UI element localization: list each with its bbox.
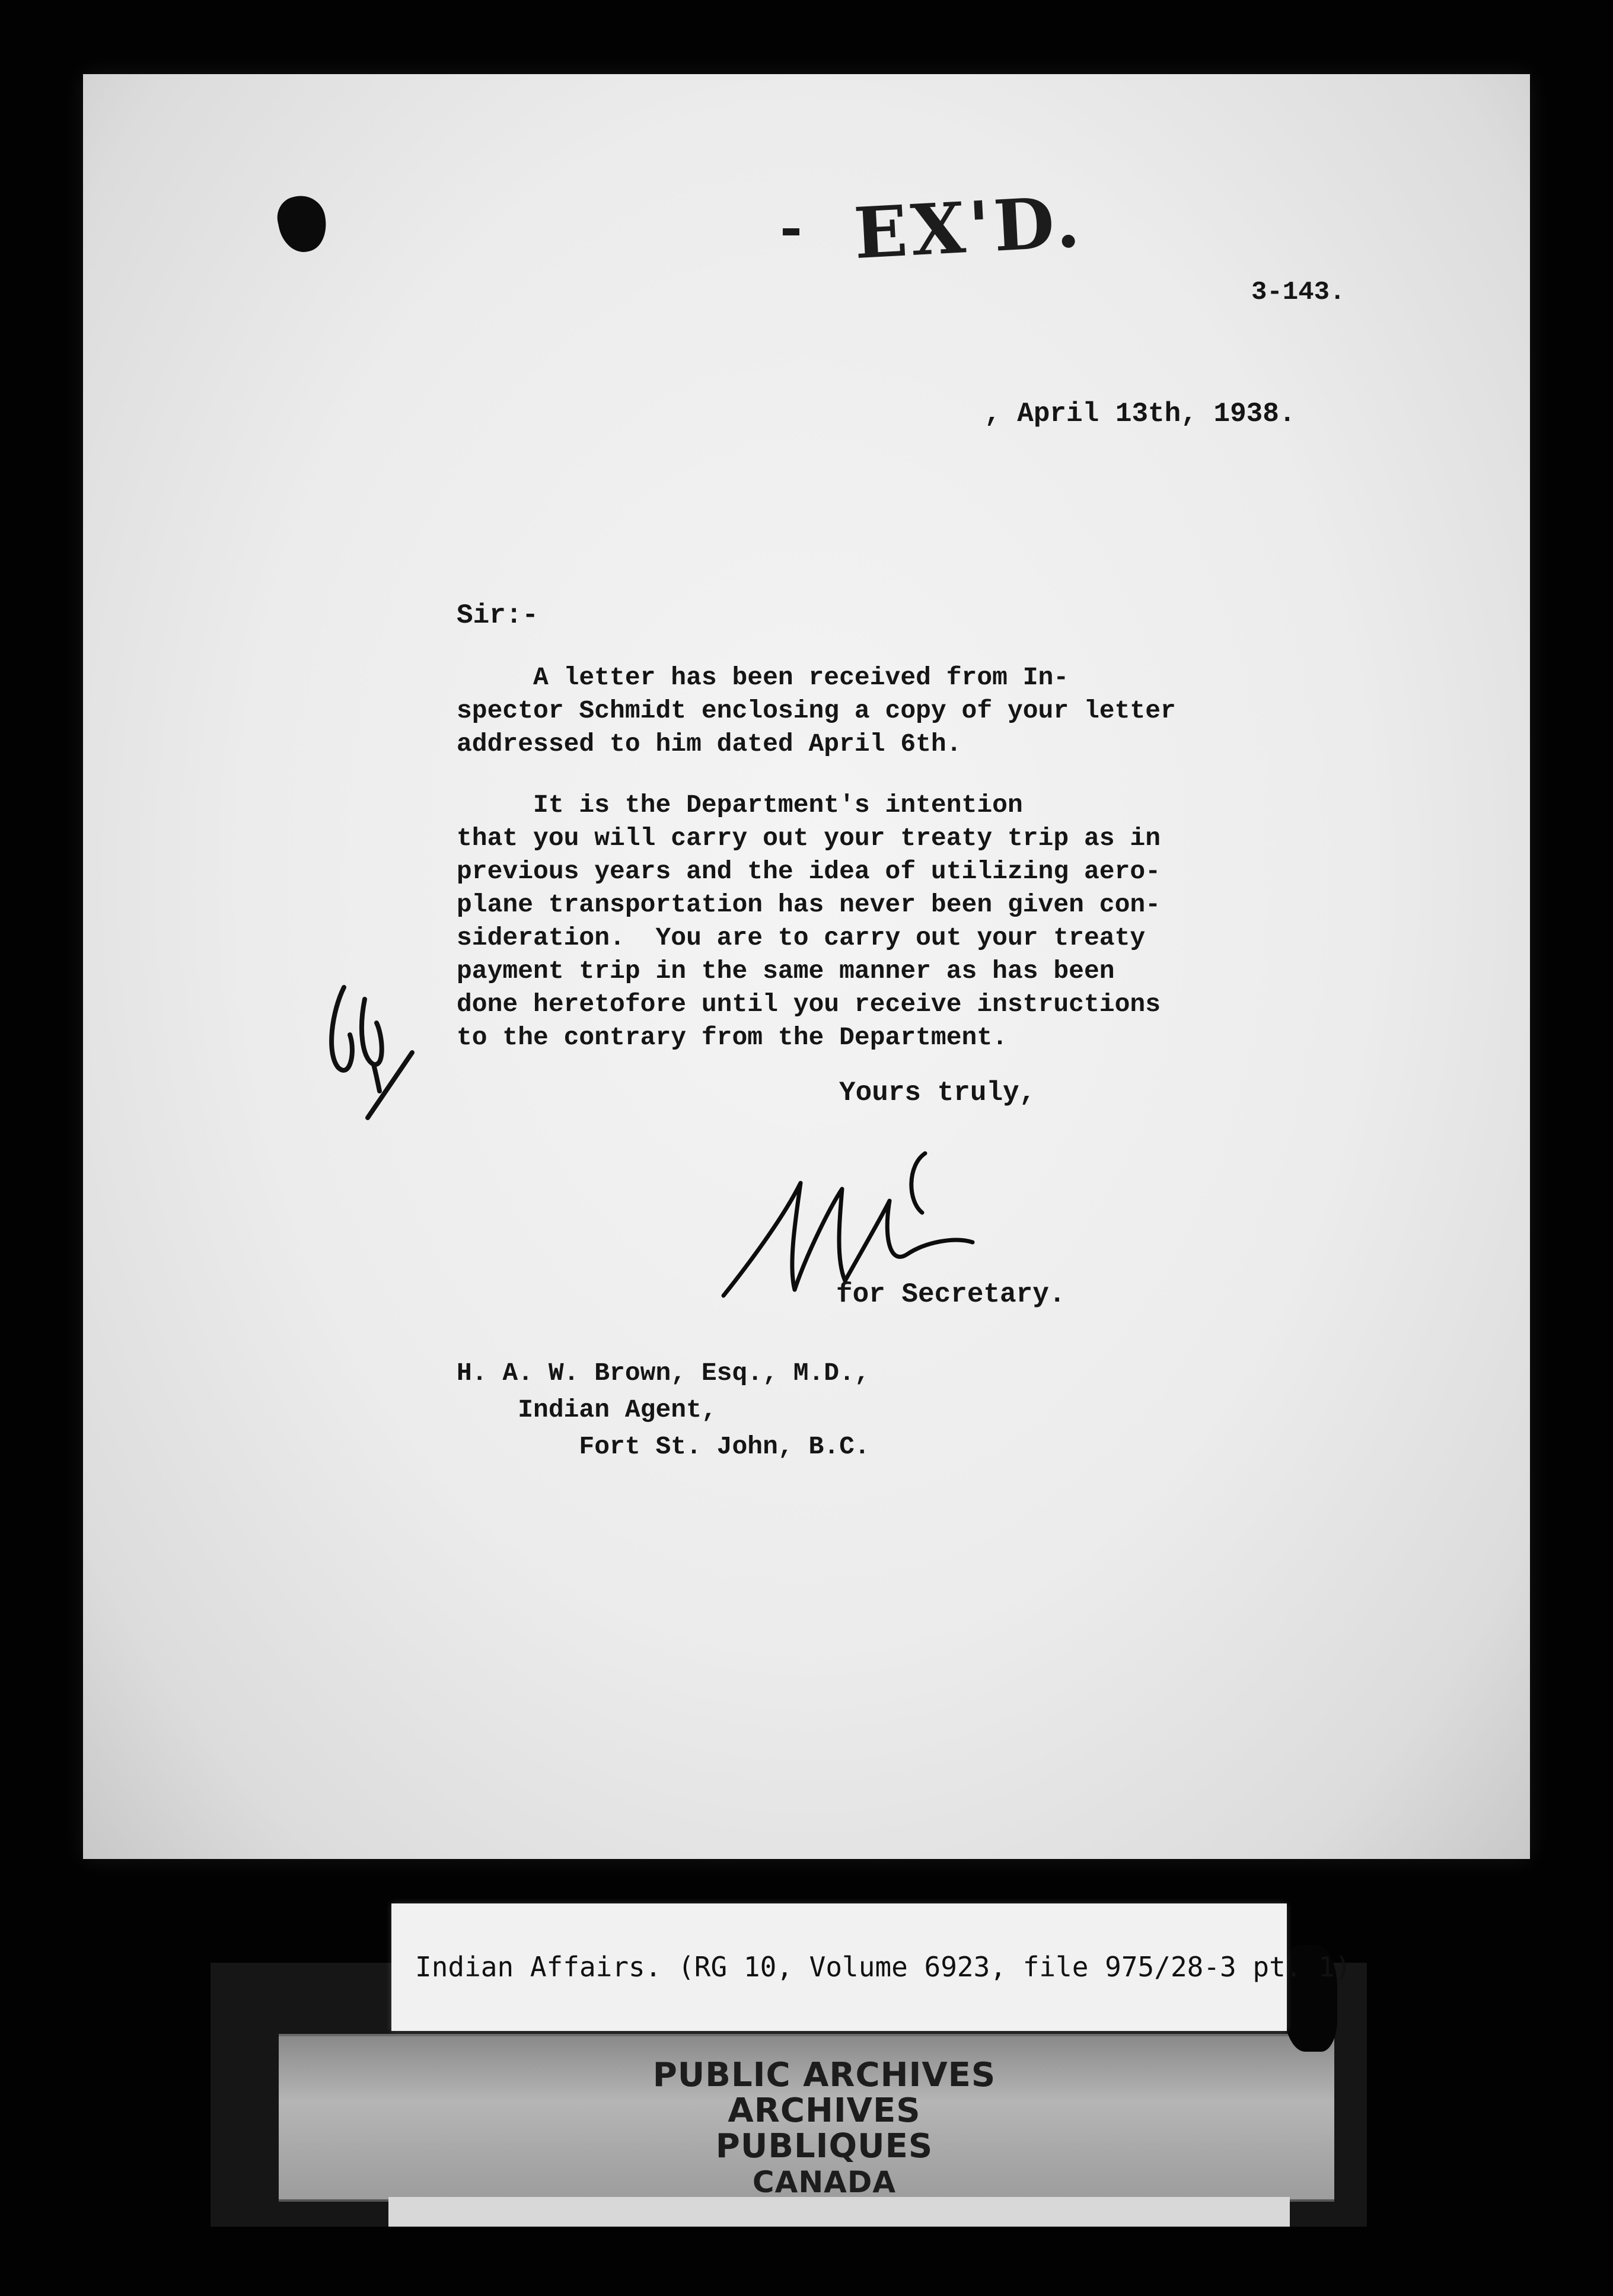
letter-date: , April 13th, 1938. [984, 398, 1296, 429]
file-number: 3-143. [1251, 278, 1346, 307]
letter-page [83, 74, 1530, 1859]
paragraph-line: sideration. You are to carry out your treaty [457, 923, 1146, 952]
signature-role: for Secretary. [836, 1279, 1066, 1310]
addressee-line: Fort St. John, B.C. [457, 1432, 870, 1461]
closing: Yours truly, [839, 1077, 1036, 1108]
handwritten-initials [308, 964, 427, 1130]
paragraph-line: previous years and the idea of utilizing aero- [457, 857, 1161, 886]
paragraph-line: A letter has been received from In- [457, 663, 1069, 692]
body-paragraph-1 [457, 661, 1287, 761]
addressee-line: Indian Agent, [457, 1395, 717, 1424]
archive-stamp-line: ARCHIVES PUBLIQUES [715, 2091, 933, 2166]
archive-stamp-line: PUBLIC ARCHIVES [652, 2056, 996, 2094]
addressee-line: H. A. W. Brown, Esq., M.D., [457, 1359, 870, 1388]
paragraph-line: payment trip in the same manner as has been [457, 956, 1115, 986]
archive-stamp [617, 2058, 1032, 2200]
paragraph-line: done heretofore until you receive instructions [457, 990, 1161, 1019]
addressee-block [457, 1355, 870, 1465]
salutation: Sir:- [457, 600, 539, 631]
paragraph-line: spector Schmidt enclosing a copy of your letter [457, 696, 1176, 725]
exd-stamp: EX'D. [852, 180, 1086, 275]
paragraph-line: It is the Department's intention [457, 790, 1023, 819]
citation-label [391, 1903, 1351, 2031]
strip-edge [388, 2197, 1290, 2227]
body-paragraph-2 [457, 789, 1287, 1054]
paragraph-line: plane transportation has never been given con- [457, 890, 1161, 919]
archive-stamp-line: CANADA [752, 2165, 897, 2199]
citation-text: Indian Affairs. (RG 10, Volume 6923, file 975/28-3 pt. 1) [415, 1951, 1351, 1983]
ink-blot [273, 192, 331, 257]
paragraph-line: that you will carry out your treaty trip as in [457, 824, 1161, 853]
paragraph-line: to the contrary from the Department. [457, 1023, 1008, 1052]
paragraph-line: addressed to him dated April 6th. [457, 729, 962, 758]
stamp-dash [783, 228, 799, 235]
